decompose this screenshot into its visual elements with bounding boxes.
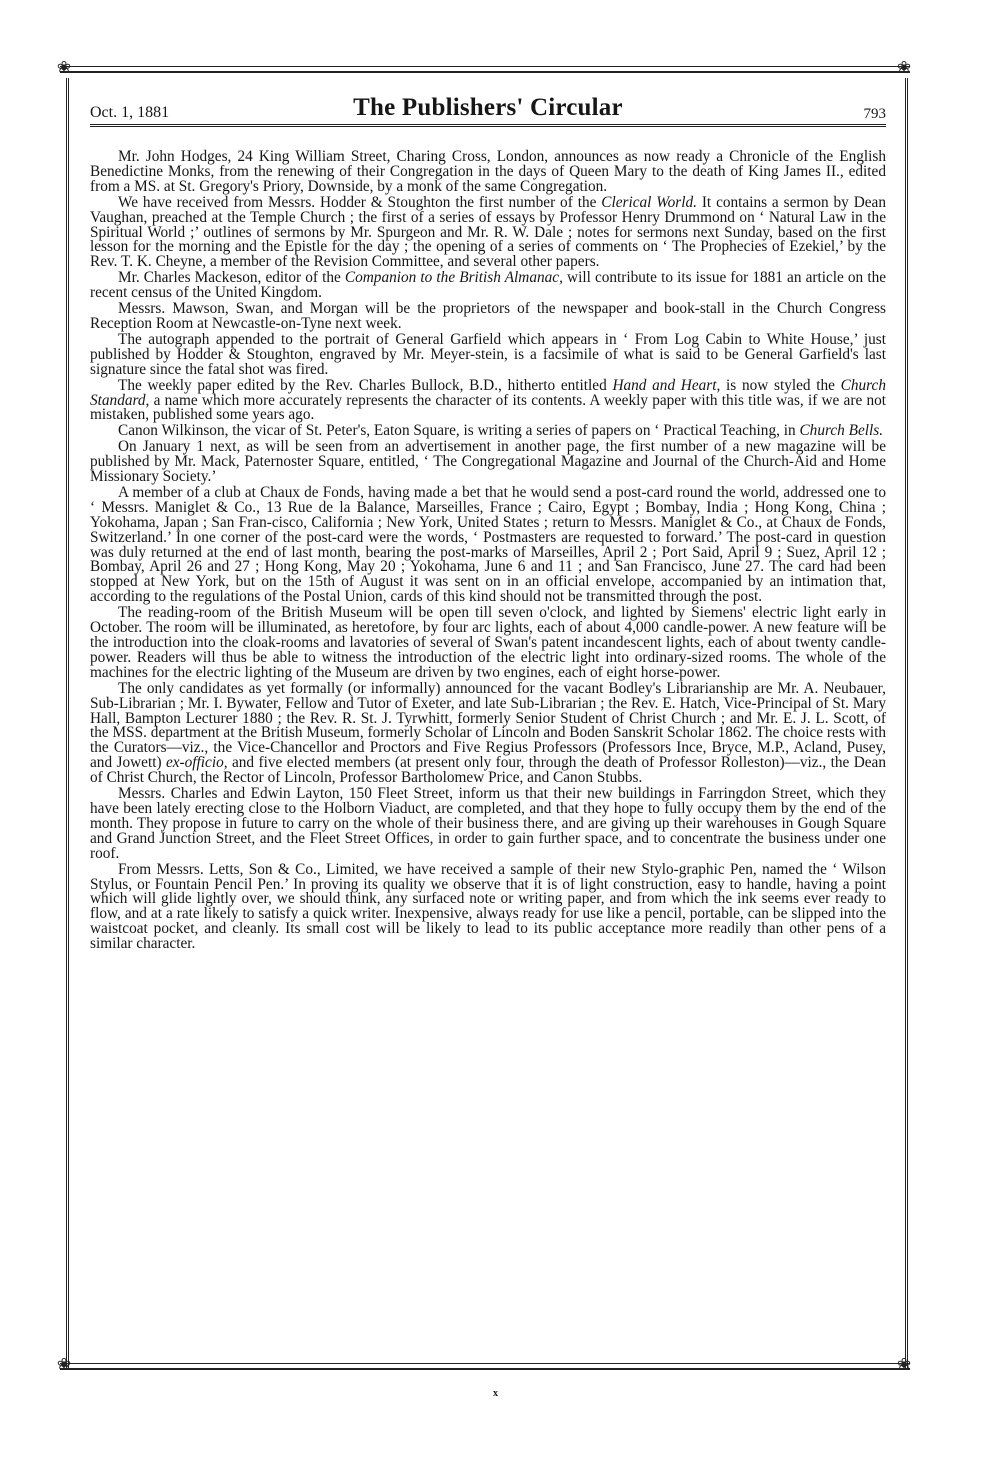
paragraph-text: will contribute to its issue for 1881 an article on the recent census of the United Kingdom.: [90, 269, 887, 302]
paragraph-text: Messrs. Charles and Edwin Layton, 150 Fleet Street, inform us that their new buildings in Farringdon Street, which they have been lately erecting close to the Holborn Viaduct, are completed, and that they hope to fully occupy them by the end of the month. They propose in future to carry on the whole of their business there, and are giving up their warehouses in Gough Square and Grand Junction Street, and the Fleet Street Offices, in order to gain further space, and to concentrate the business under one roof.: [90, 785, 886, 862]
paragraph-text: Mr. John Hodges, 24 King William Street, Charing Cross, London, announces as now ready a Chronicle of the English Benedictine Monks, from the renewing of their Congregation in the days of Queen Mary to the death of King James II., edited from a MS. at St. Gregory's Priory, Downside, by a monk of the same Congregation.: [90, 148, 886, 195]
paragraph-text: The reading-room of the British Museum will be open till seven o'clock, and lighted by Siemens' electric light early in October. The room will be illuminated, as heretofore, by four arc lights, each of about 4,000 candle-power. A new feature will be the introduction into the cloak-rooms and lavatories of several of Swan's patent incandescent lights, each of about twenty candle-power. Readers will thus be able to witness the introduction of the electric light into ordinary-sized rooms. The whole of the machines for the electric lighting of the Museum are driven by two engines, each of eight horse-power.: [90, 604, 886, 681]
paragraph-text: is now styled the: [720, 376, 841, 394]
running-header: [90, 94, 886, 127]
issue-date: Oct. 1, 1881: [90, 104, 170, 121]
corner-ornament-icon: ❀: [896, 58, 912, 78]
paragraph-text: and five elected members (at present only four, through the death of Professor Rolleston)—viz., the Dean of Christ Church, the Rector of Lincoln, Professor Bartholomew Price, and Canon Stubbs.: [90, 754, 886, 787]
news-paragraph: [90, 606, 886, 681]
italic-title-text: Hand and Heart,: [612, 376, 721, 394]
paragraph-text: Canon Wilkinson, the vicar of St. Peter's, Eaton Square, is writing a series of papers on ‘ Practical Teaching, in: [118, 422, 800, 440]
news-paragraph: [90, 483, 886, 606]
paragraph-text: A member of a club at Chaux de Fonds, having made a bet that he would send a post-card round the world, addressed one to ‘ Messrs. Maniglet & Co., 13 Rue de la Balance, Marseilles, France ; Cairo, Egypt ; Bombay, India ; Hong Kong, China ; Yokohama, Japan ; San Fran-cisco, California ; New York, United States ; return to Messrs. Maniglet & Co., at Chaux de Fonds, Switzerland.’ In one corner of the post-card were the words, ‘ Postmasters are requested to forward.’ The post-card in question was duly returned at the end of last month, bearing the post-marks of Marseilles, April 2 ; Port Said, April 9 ; Suez, April 12 ; Bombay, April 26 and 27 ; Hong Kong, May 20 ; Yokohama, June 6 and 11 ; and San Francisco, June 27. The card had been stopped at New York, but on the 15th of August it was sent on in an official envelope, accompanied by an intimation that, according to the regulations of the Postal Union, cards of this kind should not be transmitted through the post.: [90, 483, 886, 606]
page-number: 793: [863, 106, 886, 122]
paragraph-text: Mr. Charles Mackeson, editor of the: [118, 269, 345, 287]
paragraph-text: We have received from Messrs. Hodder & Stoughton the first number of the: [118, 193, 602, 211]
news-paragraph: [90, 271, 886, 301]
corner-ornament-icon: ❀: [896, 1355, 912, 1375]
top-border-rule: [60, 66, 910, 73]
news-paragraph: [90, 679, 886, 787]
corner-ornament-icon: ❀: [56, 58, 72, 78]
article-body: [90, 150, 886, 953]
paragraph-text: The only candidates as yet formally (or informally) announced for the vacant Bodley's Librarianship are Mr. A. Neubauer, Sub-Librarian ; Mr. I. Bywater, Fellow and Tutor of Exeter, and late Sub-Librarian ; the Rev. E. Hatch, Vice-Principal of St. Mary Hall, Bampton Lecturer 1880 ; the Rev. R. St. J. Tyrwhitt, formerly Senior Student of Christ Church ; and Mr. E. J. L. Scott, of the MSS. department at the British Museum, formerly Scholar of Lincoln and Boden Sanskrit Scholar 1862. The choice rests with the Curators—viz., the Vice-Chancellor and Proctors and Five Regius Professors (Professors Ince, Bryce, M.P., Acland, Pusey, and Jowett): [90, 679, 886, 772]
italic-title-text: Church Bells.: [799, 422, 884, 440]
news-paragraph: [90, 424, 886, 439]
paragraph-text: The autograph appended to the portrait of General Garfield which appears in ‘ From Log Cabin to White House,’ just published by Hodder & Stoughton, engraved by Mr. Meyer-stein, is a facsimile of what is said to be General Garfield's last signature since the fatal shot was fired.: [90, 330, 886, 378]
paragraph-text: On January 1 next, as will be seen from an advertisement in another page, the first number of a new magazine will be published by Mr. Mack, Paternoster Square, entitled, ‘ The Congregational Magazine and Journal of the Church-Aid and Home Missionary Society.’: [90, 438, 886, 486]
news-paragraph: [90, 330, 886, 378]
news-paragraph: [90, 440, 886, 485]
news-paragraph: [90, 787, 886, 862]
signature-mark: x: [493, 1388, 498, 1399]
italic-title-text: Church Standard,: [90, 376, 886, 409]
paragraph-text: The weekly paper edited by the Rev. Charles Bullock, B.D., hitherto entitled: [118, 376, 613, 394]
news-paragraph: [90, 376, 886, 424]
italic-title-text: Companion to the British Almanac,: [344, 269, 563, 287]
news-paragraph: [90, 193, 886, 271]
corner-ornament-icon: ❀: [56, 1355, 72, 1375]
paragraph-text: Messrs. Mawson, Swan, and Morgan will be the proprietors of the newspaper and book-stall in the Church Congress Reception Room at Newcastle-on-Tyne next week.: [90, 300, 886, 332]
italic-title-text: Clerical World.: [601, 193, 697, 211]
paragraph-text: a name which more accurately represents the character of its contents. A weekly paper with this title was, if we are not mistaken, published some years ago.: [90, 391, 886, 424]
news-paragraph: [90, 302, 886, 332]
news-paragraph: [90, 150, 886, 195]
news-paragraph: [90, 860, 886, 953]
paragraph-text: From Messrs. Letts, Son & Co., Limited, we have received a sample of their new Stylo-graphic Pen, named the ‘ Wilson Stylus, or Fountain Pencil Pen.’ In proving its quality we observe that it is of light construction, easy to handle, having a point which will glide lightly over, we should think, any surfaced note or writing paper, and from which the ink seems ever ready to flow, and at a rate likely to satisfy a quick writer. Inexpensive, always ready for use like a pencil, portable, can be slipped into the waistcoat pocket, and cleanly. Its small cost will be likely to lead to its public acceptance more readily than other pens of a similar character.: [90, 860, 886, 953]
publication-title: The Publishers' Circular: [353, 94, 623, 121]
paragraph-text: It contains a sermon by Dean Vaughan, preached at the Temple Church ; the first of a series of essays by Professor Henry Drummond on ‘ Natural Law in the Spiritual World ;’ outlines of sermons by Mr. Spurgeon and Mr. R. W. Dale ; notes for sermons next Sunday, based on the first lesson for the morning and the Epistle for the day ; the opening of a series of comments on ‘ The Prophecies of Ezekiel,’ by the Rev. T. K. Cheyne, a member of the Revision Committee, and several other papers.: [90, 193, 886, 271]
italic-title-text: ex-officio,: [165, 754, 228, 772]
